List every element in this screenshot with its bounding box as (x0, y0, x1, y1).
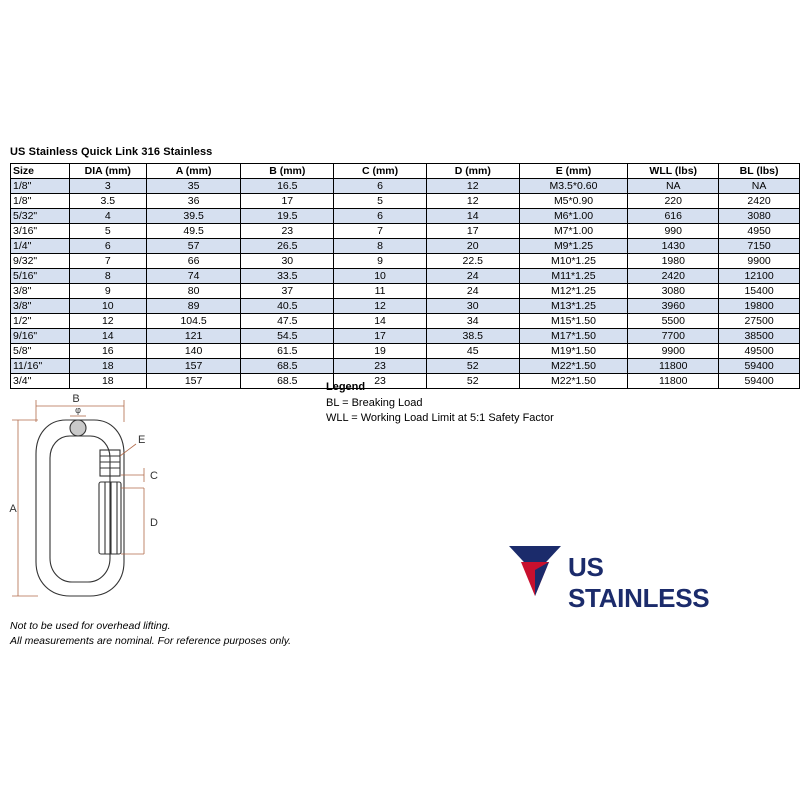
diagram-label-e: E (138, 434, 146, 446)
table-cell-a: 74 (146, 269, 241, 284)
table-cell-e: M3.5*0.60 (519, 179, 628, 194)
table-cell-c: 10 (334, 269, 427, 284)
table-cell-bl: 59400 (719, 374, 800, 389)
table-cell-d: 52 (426, 359, 519, 374)
table-cell-e: M19*1.50 (519, 344, 628, 359)
table-cell-size: 3/4" (11, 374, 70, 389)
table-cell-size: 3/16" (11, 224, 70, 239)
table-cell-d: 14 (426, 209, 519, 224)
table-cell-a: 104.5 (146, 314, 241, 329)
logo-wordmark: US STAINLESS (568, 552, 710, 613)
table-cell-size: 3/8" (11, 284, 70, 299)
table-cell-c: 6 (334, 179, 427, 194)
table-row (11, 224, 800, 239)
table-cell-b: 40.5 (241, 299, 334, 314)
table-cell-a: 140 (146, 344, 241, 359)
table-cell-wll: 1430 (628, 239, 719, 254)
table-cell-dia: 16 (69, 344, 146, 359)
table-header-row (11, 164, 800, 179)
us-stainless-logo (505, 540, 720, 613)
table-cell-d: 17 (426, 224, 519, 239)
table-cell-bl: 38500 (719, 329, 800, 344)
table-row (11, 359, 800, 374)
table-cell-bl: NA (719, 179, 800, 194)
table-cell-d: 45 (426, 344, 519, 359)
table-cell-wll: 9900 (628, 344, 719, 359)
table-cell-e: M22*1.50 (519, 374, 628, 389)
table-cell-b: 54.5 (241, 329, 334, 344)
table-cell-b: 33.5 (241, 269, 334, 284)
table-cell-a: 35 (146, 179, 241, 194)
table-cell-bl: 12100 (719, 269, 800, 284)
column-header-wll: WLL (lbs) (628, 164, 719, 179)
table-cell-b: 37 (241, 284, 334, 299)
table-cell-c: 7 (334, 224, 427, 239)
table-cell-e: M11*1.25 (519, 269, 628, 284)
table-cell-e: M6*1.00 (519, 209, 628, 224)
table-cell-b: 26.5 (241, 239, 334, 254)
quick-link-diagram (4, 376, 304, 616)
table-cell-wll: 7700 (628, 329, 719, 344)
table-cell-wll: 11800 (628, 359, 719, 374)
table-cell-d: 12 (426, 179, 519, 194)
table-row (11, 344, 800, 359)
table-cell-c: 6 (334, 209, 427, 224)
table-cell-bl: 19800 (719, 299, 800, 314)
table-cell-dia: 6 (69, 239, 146, 254)
table-cell-d: 12 (426, 194, 519, 209)
table-cell-bl: 59400 (719, 359, 800, 374)
table-cell-c: 17 (334, 329, 427, 344)
column-header-bl: BL (lbs) (719, 164, 800, 179)
table-cell-e: M17*1.50 (519, 329, 628, 344)
table-cell-e: M10*1.25 (519, 254, 628, 269)
table-cell-wll: 11800 (628, 374, 719, 389)
table-cell-wll: 3080 (628, 284, 719, 299)
table-row (11, 239, 800, 254)
table-cell-d: 24 (426, 284, 519, 299)
table-cell-d: 52 (426, 374, 519, 389)
table-header (11, 164, 800, 179)
table-cell-b: 68.5 (241, 374, 334, 389)
table-cell-wll: 616 (628, 209, 719, 224)
table-cell-b: 68.5 (241, 359, 334, 374)
table-cell-wll: 3960 (628, 299, 719, 314)
table-cell-a: 39.5 (146, 209, 241, 224)
table-cell-d: 38.5 (426, 329, 519, 344)
table-cell-dia: 14 (69, 329, 146, 344)
table-cell-a: 121 (146, 329, 241, 344)
table-cell-dia: 8 (69, 269, 146, 284)
footnote-measurements: All measurements are nominal. For reference purposes only. (10, 635, 292, 647)
table-cell-b: 30 (241, 254, 334, 269)
table-cell-b: 23 (241, 224, 334, 239)
spec-table (10, 163, 800, 389)
table-cell-bl: 15400 (719, 284, 800, 299)
table-cell-b: 19.5 (241, 209, 334, 224)
table-cell-c: 23 (334, 359, 427, 374)
table-cell-c: 5 (334, 194, 427, 209)
diagram-label-dia: φ (75, 405, 81, 415)
table-cell-e: M22*1.50 (519, 359, 628, 374)
table-cell-e: M12*1.25 (519, 284, 628, 299)
table-cell-wll: 5500 (628, 314, 719, 329)
table-cell-e: M13*1.25 (519, 299, 628, 314)
table-cell-size: 9/16" (11, 329, 70, 344)
legend-title: Legend (326, 381, 366, 393)
table-cell-dia: 5 (69, 224, 146, 239)
table-cell-b: 16.5 (241, 179, 334, 194)
table-cell-c: 9 (334, 254, 427, 269)
table-cell-size: 3/8" (11, 299, 70, 314)
table-row (11, 179, 800, 194)
table-cell-dia: 3.5 (69, 194, 146, 209)
table-cell-wll: NA (628, 179, 719, 194)
table-cell-a: 80 (146, 284, 241, 299)
table-cell-bl: 7150 (719, 239, 800, 254)
table-cell-size: 1/8" (11, 194, 70, 209)
diagram-label-a: A (9, 503, 17, 515)
table-cell-wll: 2420 (628, 269, 719, 284)
table-cell-c: 23 (334, 374, 427, 389)
table-cell-b: 47.5 (241, 314, 334, 329)
table-body (11, 179, 800, 389)
table-row (11, 284, 800, 299)
table-cell-dia: 18 (69, 374, 146, 389)
legend-line-bl: BL = Breaking Load (326, 397, 423, 409)
logo-mark-icon (505, 540, 565, 600)
table-cell-c: 14 (334, 314, 427, 329)
table-cell-e: M5*0.90 (519, 194, 628, 209)
column-header-d: D (mm) (426, 164, 519, 179)
table-cell-c: 19 (334, 344, 427, 359)
column-header-a: A (mm) (146, 164, 241, 179)
table-cell-bl: 4950 (719, 224, 800, 239)
table-row (11, 329, 800, 344)
table-cell-dia: 18 (69, 359, 146, 374)
table-cell-d: 22.5 (426, 254, 519, 269)
table-cell-e: M9*1.25 (519, 239, 628, 254)
table-cell-c: 11 (334, 284, 427, 299)
table-cell-bl: 27500 (719, 314, 800, 329)
table-cell-dia: 3 (69, 179, 146, 194)
footnote-overhead-lifting: Not to be used for overhead lifting. (10, 620, 171, 632)
table-cell-wll: 1980 (628, 254, 719, 269)
table-row (11, 254, 800, 269)
table-cell-bl: 2420 (719, 194, 800, 209)
table-cell-bl: 3080 (719, 209, 800, 224)
table-cell-size: 9/32" (11, 254, 70, 269)
table-row (11, 209, 800, 224)
column-header-e: E (mm) (519, 164, 628, 179)
table-cell-size: 11/16" (11, 359, 70, 374)
table-row (11, 299, 800, 314)
footnotes (10, 619, 291, 649)
table-cell-b: 61.5 (241, 344, 334, 359)
table-row (11, 194, 800, 209)
legend-line-wll: WLL = Working Load Limit at 5:1 Safety Factor (326, 412, 554, 424)
table-cell-dia: 4 (69, 209, 146, 224)
table-cell-size: 5/16" (11, 269, 70, 284)
diagram-label-c: C (150, 470, 158, 482)
table-cell-d: 20 (426, 239, 519, 254)
table-cell-b: 17 (241, 194, 334, 209)
table-cell-d: 24 (426, 269, 519, 284)
table-cell-d: 30 (426, 299, 519, 314)
table-cell-wll: 220 (628, 194, 719, 209)
table-cell-a: 89 (146, 299, 241, 314)
table-cell-bl: 9900 (719, 254, 800, 269)
table-cell-a: 157 (146, 374, 241, 389)
page-title: US Stainless Quick Link 316 Stainless (10, 146, 213, 158)
column-header-size: Size (11, 164, 70, 179)
table-cell-dia: 12 (69, 314, 146, 329)
table-cell-size: 1/2" (11, 314, 70, 329)
column-header-b: B (mm) (241, 164, 334, 179)
table-cell-e: M15*1.50 (519, 314, 628, 329)
diagram-label-b: B (72, 393, 80, 405)
table-cell-bl: 49500 (719, 344, 800, 359)
table-cell-size: 1/4" (11, 239, 70, 254)
table-cell-dia: 9 (69, 284, 146, 299)
table-cell-a: 36 (146, 194, 241, 209)
legend (326, 380, 554, 426)
column-header-c: C (mm) (334, 164, 427, 179)
table-cell-c: 12 (334, 299, 427, 314)
table-cell-d: 34 (426, 314, 519, 329)
table-cell-a: 66 (146, 254, 241, 269)
table-cell-a: 49.5 (146, 224, 241, 239)
column-header-dia: DIA (mm) (69, 164, 146, 179)
table-cell-a: 157 (146, 359, 241, 374)
diagram-label-d: D (150, 517, 158, 529)
table-cell-size: 5/8" (11, 344, 70, 359)
table-cell-size: 1/8" (11, 179, 70, 194)
table-cell-a: 57 (146, 239, 241, 254)
table-row (11, 314, 800, 329)
table-cell-c: 8 (334, 239, 427, 254)
table-cell-dia: 10 (69, 299, 146, 314)
table-cell-wll: 990 (628, 224, 719, 239)
table-cell-size: 5/32" (11, 209, 70, 224)
table-cell-e: M7*1.00 (519, 224, 628, 239)
table-cell-dia: 7 (69, 254, 146, 269)
table-row (11, 269, 800, 284)
